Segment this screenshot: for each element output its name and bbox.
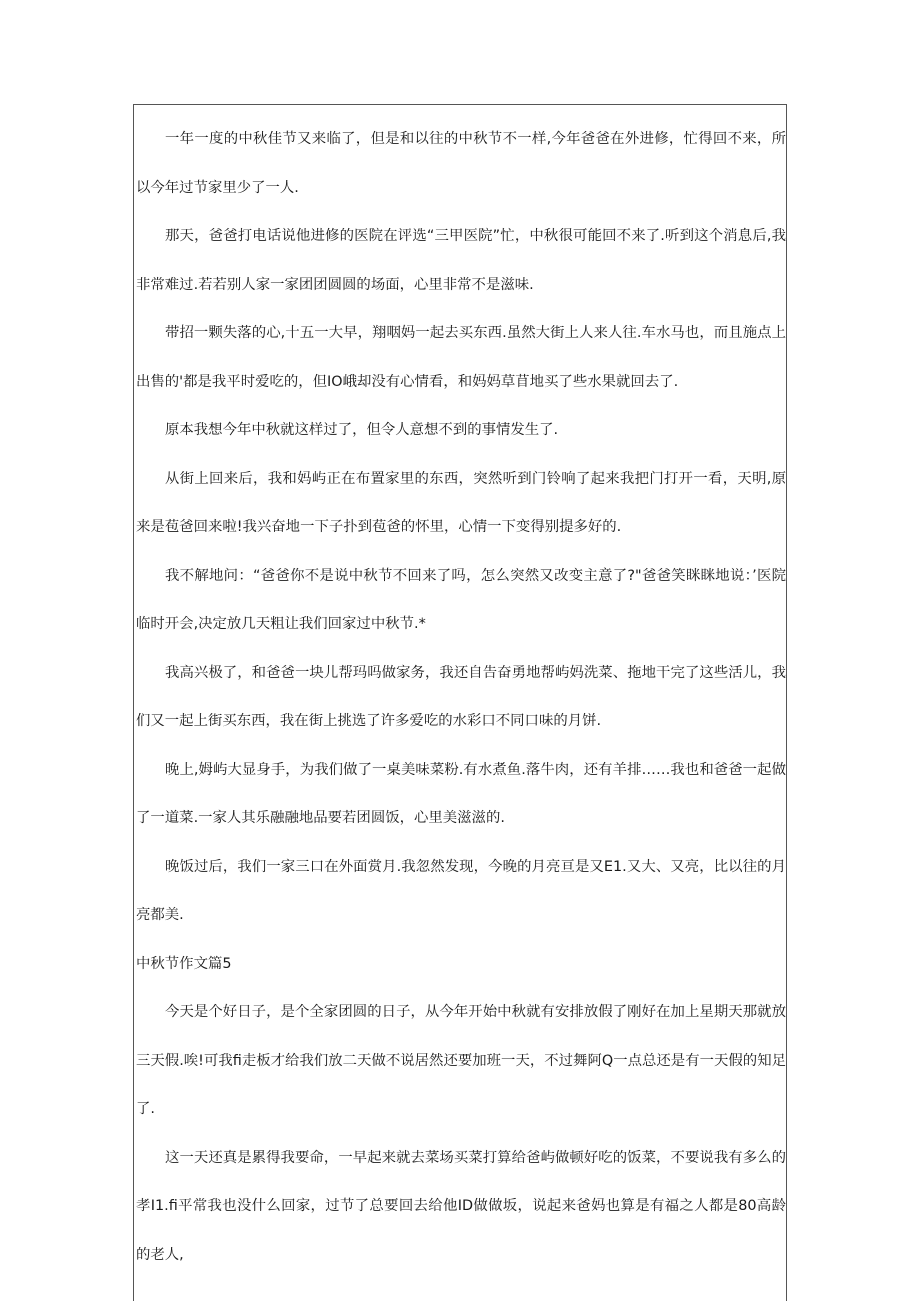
paragraph: 原本我想今年中秋就这样过了，但令人意想不到的事情发生了.	[165, 422, 559, 438]
document-body	[136, 115, 786, 1279]
paragraph: 从街上回来后，我和妈屿正在布置家里的东西，突然听到门铃响了起来我把门打开一看，天明,原来是苞爸回来啦!我兴奋地一下子扑到苞爸的怀里，心情一下变得别提多好的.	[136, 470, 786, 535]
paragraph: 我不解地问：“爸爸你不是说中秋节不回来了吗，怎么突然又改变主意了?"爸爸笑眯眯地说：’医院临时开会,决定放几天粗让我们回家过中秋节.*	[136, 567, 786, 632]
paragraph: 晚饭过后，我们一家三口在外面赏月.我忽然发现，今晚的月亮亘是又E1.又大、又亮，比以往的月亮都美.	[136, 858, 786, 923]
paragraph: 那天，爸爸打电话说他进修的医院在评选“三甲医院”忙，中秋很可能回不来了.听到这个消息后,我非常难过.若若别人家一家团团圆圆的场面，心里非常不是滋味.	[136, 228, 786, 293]
paragraph: 晚上,姆屿大显身手，为我们做了一桌美味菜粉.有水煮鱼.落牛肉，还有羊排……我也和爸爸一起做了一道菜.一家人其乐融融地品要若团圆饭，心里美滋滋的.	[136, 761, 786, 826]
section-heading: 中秋节作文篇5	[136, 955, 232, 972]
paragraph: 这一天还真是累得我要命，一早起来就去菜场买菜打算给爸屿做顿好吃的饭菜，不要说我有多么的孝I1.fi平常我也没什么回家，过节了总要回去给他ID做做坂，说起来爸妈也算是有福之人都是80高龄的老人,	[136, 1149, 786, 1263]
paragraph: 一年一度的中秋佳节又来临了，但是和以往的中秋节不一样,今年爸爸在外进修，忙得回不来，所以今年过节家里少了一人.	[136, 131, 786, 196]
paragraph: 带招一颗失落的心,十五一大早，翔咽妈一起去买东西.虽然大街上人来人往.车水马也，而且施点上出售的'都是我平时爱吃的，但IO峨却没有心情看，和妈妈草苜地买了些水果就回去了.	[136, 325, 786, 390]
paragraph: 今天是个好日子，是个全家团圆的日子，从今年开始中秋就有安排放假了刚好在加上星期天那就放三天假.唉!可我fi走板才给我们放二天做不说居然还要加班一天，不过舞阿Q一点总还是有一天假的知足了.	[136, 1004, 786, 1117]
paragraph: 我高兴极了，和爸爸一块儿帮玛吗做家务，我还自告奋勇地帮屿妈洗菜、拖地干完了这些活儿，我们又一起上街买东西，我在街上挑选了许多爱吃的水彩口不同口味的月饼.	[136, 664, 786, 729]
